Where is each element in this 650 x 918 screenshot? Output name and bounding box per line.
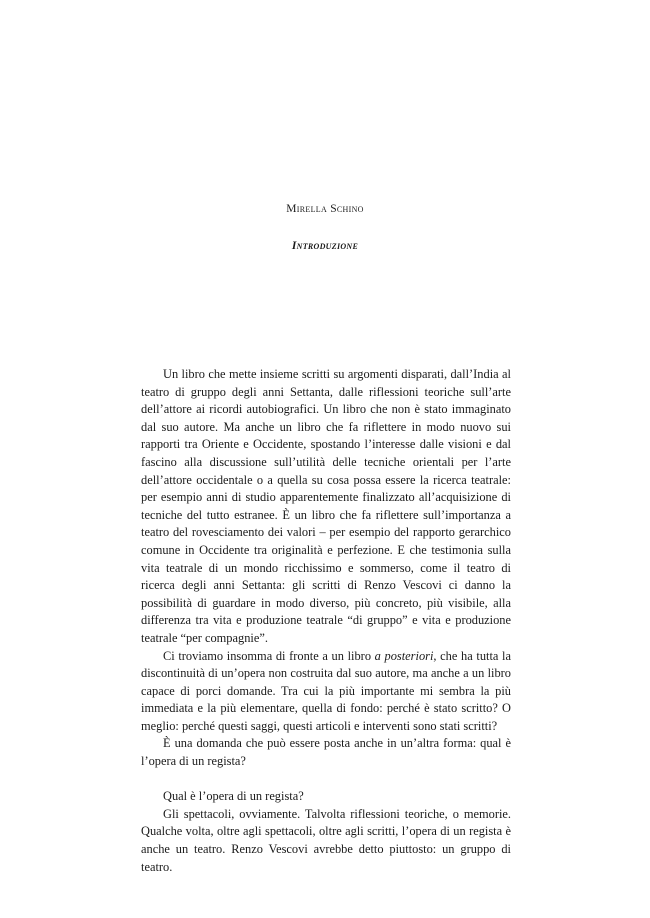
chapter-title: Introduzione	[291, 240, 359, 252]
author-name: Mirella Schino	[286, 203, 364, 215]
paragraph: Gli spettacoli, ovviamente. Talvolta riflessioni teoriche, o memorie. Qualche volta, oltre agli spettacoli, oltre agli scritti, l’opera di un regista è anche un teatro. Renzo Vescovi avrebbe detto piuttosto: un gruppo di teatro.	[141, 806, 511, 874]
paragraph	[141, 648, 511, 736]
paragraph: Un libro che mette insieme scritti su argomenti disparati, dall’India al teatro di gruppo degli anni Settanta, dalle riflessioni teoriche sull’arte dell’attore ai ricordi autobiografici. Un libro che non è stato immaginato dal suo autore. Ma anche un libro che fa riflettere in modo nuovo sui rapporti tra Oriente e Occidente, spostando l’interesse dalle visioni e dal fascino alla discussione sull’utilità delle tecniche orientali per l’arte dell’attore occidentale o a quella su cosa possa essere la ricerca teatrale: per esempio anni di studio apparentemente finalizzato all’acquisizione di tecniche del tutto estranee. È un libro che fa riflettere sull’importanza a teatro del rovesciamento dei valori – per esempio del rapporto gerarchico comune in Occidente tra originalità e perfezione. E che testimonia sulla vita teatrale di un mondo ricchissimo e sommerso, come il teatro di ricerca degli anni Settanta: gli scritti di Renzo Vescovi ci danno la possibilità di guardare in modo diverso, più concreto, più visibile, alla differenza tra vita e produzione teatrale “di gruppo” e vita e produzione teatrale “per compagnie”.	[141, 367, 511, 645]
paragraph-text: , che ha tutta la discontinuità di un’opera non costruita dal suo autore, ma anche a un libro capace di porci domande. Tra cui la più importante mi sembra la più immediata e la più elementare, quella di fondo: perché è stato scritto? O meglio: perché questi saggi, questi articoli e interventi sono stati scritti?	[141, 648, 511, 733]
paragraph-text: Ci troviamo insomma di fronte a un libro	[163, 648, 375, 663]
paragraph: Qual è l’opera di un regista?	[163, 789, 304, 804]
paragraph: È una domanda che può essere posta anche in un’altra forma: qual è l’opera di un regista?	[141, 736, 511, 769]
body-text	[141, 366, 511, 876]
emphasis-text: a posteriori	[374, 648, 434, 663]
